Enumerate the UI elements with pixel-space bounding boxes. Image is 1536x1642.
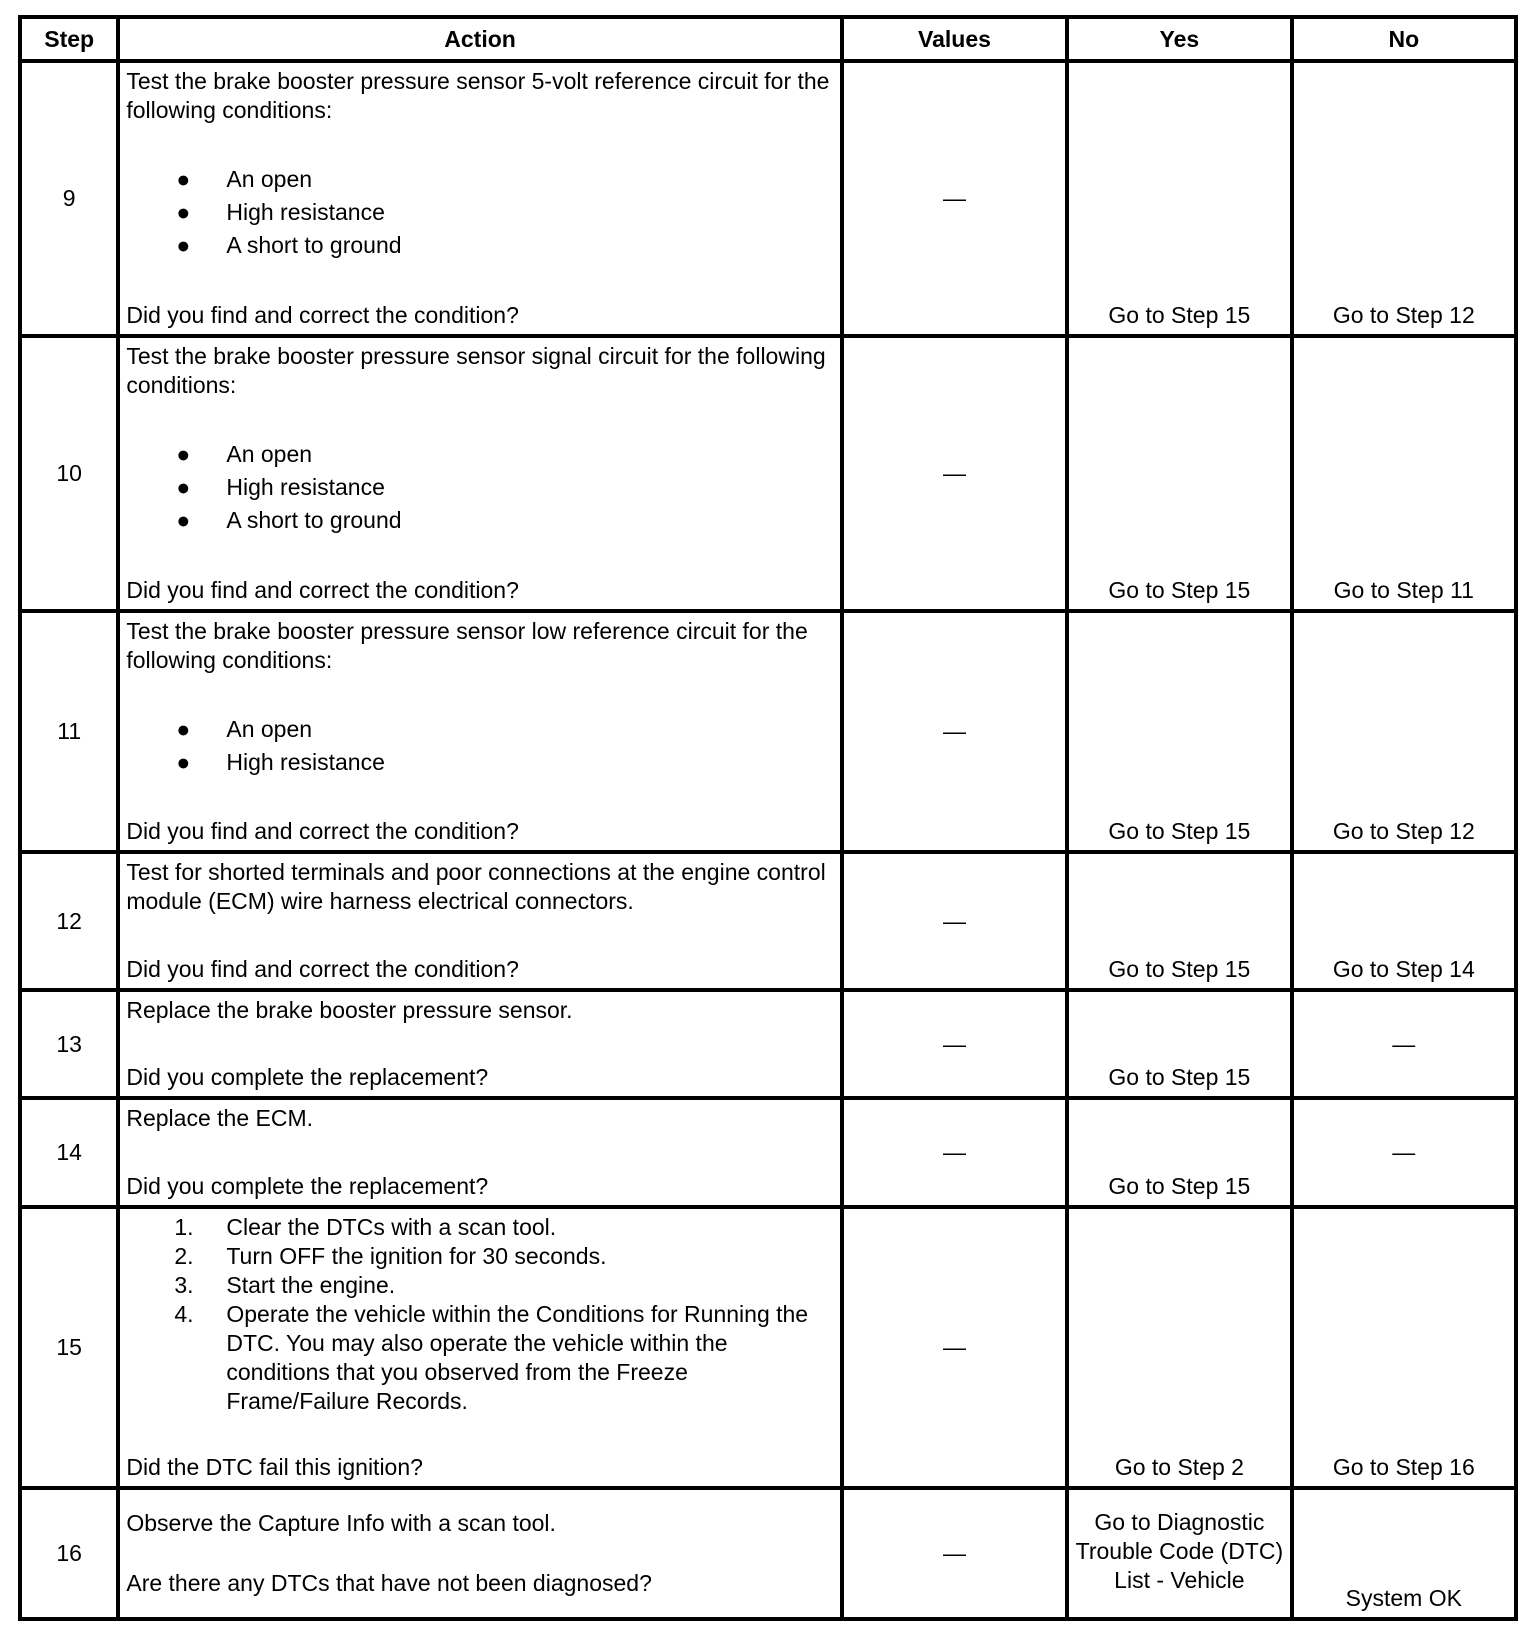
step-number: 12: [20, 852, 118, 989]
step-number: 10: [20, 336, 118, 611]
yes-cell: Go to Step 15: [1067, 1098, 1291, 1206]
values-cell: —: [842, 1207, 1067, 1488]
list-item: ● High resistance: [126, 746, 835, 779]
values-cell: —: [842, 336, 1067, 611]
bullet-icon: ●: [176, 474, 191, 501]
action-question: Did you find and correct the condition?: [126, 301, 519, 328]
step-number: 15: [20, 1207, 118, 1488]
yes-cell: Go to Step 15: [1067, 611, 1291, 853]
action-question: Are there any DTCs that have not been diagnosed?: [126, 1569, 652, 1596]
header-yes: Yes: [1067, 17, 1291, 61]
list-item: ● An open: [126, 163, 835, 196]
step-number: 9: [20, 61, 118, 336]
list-item: ● A short to ground: [126, 229, 835, 262]
action-cell: [118, 1098, 841, 1206]
action-intro: Test for shorted terminals and poor connections at the engine control module (ECM) wire harness electrical connectors.: [126, 859, 826, 915]
bullet-icon: ●: [176, 441, 191, 468]
action-cell: [118, 1207, 841, 1488]
action-intro: Test the brake booster pressure sensor signal circuit for the following conditions:: [126, 342, 826, 398]
yes-cell: Go to Step 15: [1067, 852, 1291, 989]
action-intro: Replace the brake booster pressure sensor.: [126, 996, 573, 1023]
no-cell: Go to Step 12: [1292, 61, 1516, 336]
action-intro: Observe the Capture Info with a scan tool.: [126, 1510, 556, 1537]
bullet-list: [126, 438, 835, 537]
header-no: No: [1292, 17, 1516, 61]
table-row: [20, 1488, 1516, 1619]
action-question: Did you complete the replacement?: [126, 1172, 489, 1199]
step-number: 16: [20, 1488, 118, 1619]
values-cell: —: [842, 990, 1067, 1098]
action-cell: [118, 852, 841, 989]
list-item: ● An open: [126, 438, 835, 471]
no-cell: —: [1292, 1098, 1516, 1206]
yes-cell: Go to Step 15: [1067, 61, 1291, 336]
step-number: 11: [20, 611, 118, 853]
action-intro: Replace the ECM.: [126, 1105, 313, 1132]
action-cell: [118, 990, 841, 1098]
bullet-icon: ●: [176, 507, 191, 534]
action-question: Did you find and correct the condition?: [126, 818, 519, 845]
list-item: 2. Turn OFF the ignition for 30 seconds.: [174, 1242, 607, 1269]
table-row: [20, 1207, 1516, 1488]
list-item: 1. Clear the DTCs with a scan tool.: [174, 1213, 557, 1240]
action-cell: [118, 611, 841, 853]
header-action: Action: [118, 17, 841, 61]
step-number: 13: [20, 990, 118, 1098]
table-row: [20, 990, 1516, 1098]
bullet-list: [126, 163, 835, 262]
table-row: [20, 1098, 1516, 1206]
values-cell: —: [842, 61, 1067, 336]
header-row: [20, 17, 1516, 61]
values-cell: —: [842, 1098, 1067, 1206]
action-intro: Test the brake booster pressure sensor low reference circuit for the following conditions:: [126, 617, 808, 673]
no-cell: Go to Step 11: [1292, 336, 1516, 611]
table-row: [20, 61, 1516, 336]
action-question: Did you find and correct the condition?: [126, 955, 519, 982]
table-row: [20, 852, 1516, 989]
no-cell: Go to Step 14: [1292, 852, 1516, 989]
list-item: ● High resistance: [126, 471, 835, 504]
no-cell: —: [1292, 990, 1516, 1098]
list-item: ● A short to ground: [126, 504, 835, 537]
action-question: Did the DTC fail this ignition?: [126, 1453, 423, 1480]
bullet-icon: ●: [176, 232, 191, 259]
values-cell: —: [842, 852, 1067, 989]
bullet-icon: ●: [176, 749, 191, 776]
list-item: ● An open: [126, 713, 835, 746]
action-cell: [118, 336, 841, 611]
header-step: Step: [20, 17, 118, 61]
bullet-list: [126, 713, 835, 779]
action-cell: [118, 61, 841, 336]
table-row: [20, 611, 1516, 853]
no-cell: Go to Step 12: [1292, 611, 1516, 853]
bullet-icon: ●: [176, 716, 191, 743]
yes-cell: Go to Step 15: [1067, 990, 1291, 1098]
list-item: 4. Operate the vehicle within the Conditions for Running the DTC. You may also operate the vehicle within the conditions that you observed from the Freeze Frame/Failure Records.: [174, 1300, 809, 1414]
bullet-icon: ●: [176, 199, 191, 226]
no-cell: System OK: [1292, 1488, 1516, 1619]
yes-cell: Go to Step 2: [1067, 1207, 1291, 1488]
action-cell: [118, 1488, 841, 1619]
dtc-list-link[interactable]: Go to Diagnostic Trouble Code (DTC) List - Vehicle: [1067, 1488, 1291, 1619]
step-number: 14: [20, 1098, 118, 1206]
action-intro: Test the brake booster pressure sensor 5-volt reference circuit for the following conditions:: [126, 68, 830, 123]
values-cell: —: [842, 1488, 1067, 1619]
list-item: ● High resistance: [126, 196, 835, 229]
list-item: 3. Start the engine.: [174, 1271, 396, 1298]
values-cell: —: [842, 611, 1067, 853]
numbered-list: [126, 1213, 835, 1416]
bullet-icon: ●: [176, 166, 191, 193]
table-row: [20, 336, 1516, 611]
action-question: Did you find and correct the condition?: [126, 576, 519, 603]
action-question: Did you complete the replacement?: [126, 1064, 489, 1091]
yes-cell: Go to Step 15: [1067, 336, 1291, 611]
diagnostic-table: [18, 15, 1518, 1621]
no-cell: Go to Step 16: [1292, 1207, 1516, 1488]
header-values: Values: [842, 17, 1067, 61]
